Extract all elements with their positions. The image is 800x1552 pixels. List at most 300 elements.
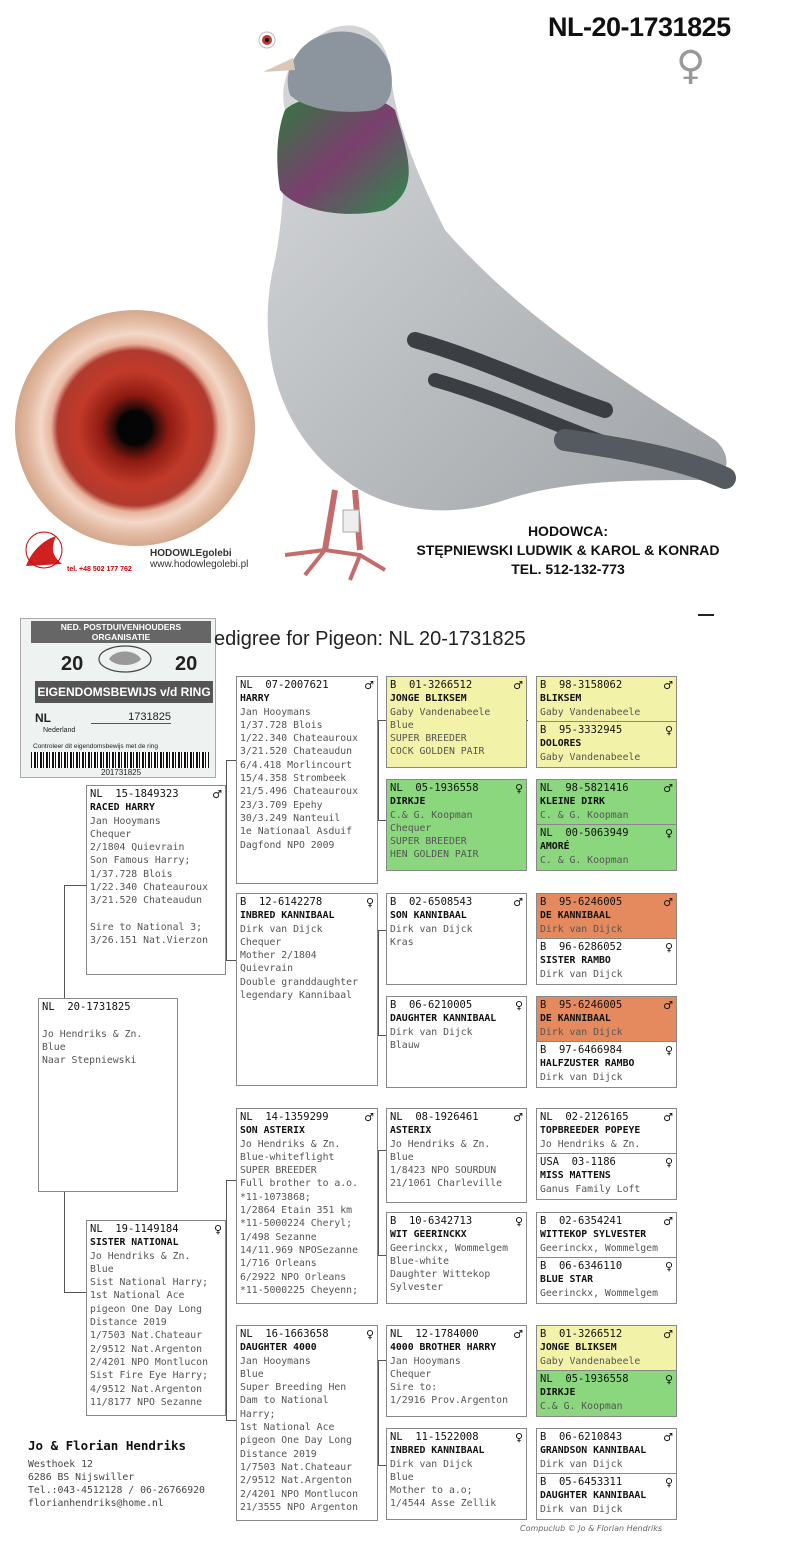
cert-country: NL	[35, 711, 51, 725]
male-icon: ♂	[663, 1328, 673, 1341]
info-line: 2/9512 Nat.Argenton	[90, 1343, 203, 1355]
male-icon: ♂	[663, 1111, 673, 1124]
ring: 97-6466984	[558, 1044, 623, 1056]
info-line: Full brother to a.o.	[240, 1178, 358, 1190]
info-line: 1/498 Sezanne	[240, 1231, 317, 1243]
info-line: Mother to a.o;	[390, 1485, 473, 1497]
g5b[interactable]	[537, 1153, 676, 1198]
pigeon-name: BLIKSEM	[540, 693, 582, 705]
info-line: 1/7503 Nat.Chateaur	[240, 1461, 353, 1473]
g8-box[interactable]	[536, 1428, 677, 1520]
info-line: 15/4.358 Strombeek	[240, 773, 347, 785]
pigeon-main-box[interactable]	[38, 998, 178, 1192]
ring: 06-6346110	[558, 1260, 623, 1272]
country: NL	[390, 1111, 403, 1123]
country: NL	[390, 1328, 403, 1340]
g4-box[interactable]	[536, 996, 677, 1088]
info-line: 21/5.496 Chateauroux	[240, 786, 358, 798]
info-line: 2/4201 NPO Montlucon	[90, 1356, 208, 1368]
info-line: pigeon One Day Long	[240, 1435, 353, 1447]
info-line: C. & G. Koopman	[540, 854, 629, 866]
info-line: Gaby Vandenabeele	[390, 706, 491, 718]
male-icon: ♂	[513, 679, 523, 692]
info-line: 1/7503 Nat.Chateaur	[90, 1330, 203, 1342]
info-line: Geerinckx, Wommelgem	[540, 1242, 658, 1254]
info-line: Dirk van Dijck	[240, 923, 323, 935]
info-line: *11-1073868;	[240, 1191, 311, 1203]
female-icon: ♀	[664, 1260, 673, 1273]
info-line: 21/3555 NPO Argenton	[240, 1501, 358, 1513]
owner-email[interactable]: florianhendriks@home.nl	[28, 1498, 164, 1509]
country: B	[540, 679, 547, 691]
pigeon-name: INBRED KANNIBAAL	[390, 1445, 485, 1457]
female-icon: ♀	[664, 827, 673, 840]
g1b[interactable]	[537, 721, 676, 766]
info-line: Distance 2019	[90, 1317, 167, 1329]
info-line: 1/2916 Prov.Argenton	[390, 1395, 508, 1407]
ring: 95-3332945	[558, 724, 623, 736]
owner-name: Jo & Florian Hendriks	[28, 1438, 187, 1453]
pigeon-name: GRANDSON KANNIBAAL	[540, 1445, 647, 1457]
ring-number-title: NL-20-1731825	[548, 12, 731, 42]
female-icon: ♀	[664, 1373, 673, 1386]
male-icon: ♂	[663, 1431, 673, 1444]
pigeon-name: DAUGHTER KANNIBAAL	[540, 1490, 647, 1502]
info-line: Dirk van Dijck	[390, 1458, 473, 1470]
ring: 95-6246005	[558, 896, 623, 908]
pigeon-name: ASTERIX	[390, 1125, 432, 1137]
info-line: 1/22.340 Chateauroux	[90, 882, 208, 894]
info-line: 1/2864 Etain 351 km	[240, 1205, 353, 1217]
info-line: Jo Hendriks & Zn.	[390, 1138, 491, 1150]
info-line: 1/37.728 Blois	[240, 719, 323, 731]
female-icon: ♀	[664, 1476, 673, 1489]
cert-ring-number: 1731825	[91, 711, 171, 724]
pigeon-name: KLEINE DIRK	[540, 796, 605, 808]
female-icon: ♀	[664, 1156, 673, 1169]
country: NL	[390, 782, 403, 794]
info-line: SUPER BREEDER	[390, 836, 467, 848]
g2b[interactable]	[537, 824, 676, 869]
country: B	[240, 896, 247, 908]
pigeon-name: SON KANNIBAAL	[390, 910, 467, 922]
pedigree-title: edigree for Pigeon: NL 20-1731825	[214, 628, 526, 650]
pigeon-name: INBRED KANNIBAAL	[240, 910, 335, 922]
compuclub-credit: Compuclub © Jo & Florian Hendriks	[520, 1524, 662, 1533]
info-line: Dirk van Dijck	[540, 968, 623, 980]
info-line: Chequer	[240, 936, 282, 948]
sire-box[interactable]	[86, 785, 226, 975]
info-line: Son Famous Harry;	[90, 855, 191, 867]
ssd-box[interactable]	[386, 779, 527, 871]
cert-country-name: Nederland	[43, 727, 76, 734]
owner-phone: Tel.:043-4512128 / 06-26766920	[28, 1485, 205, 1496]
photo-logo	[20, 530, 145, 578]
info-line: Distance 2019	[240, 1448, 317, 1460]
g2a[interactable]	[537, 780, 676, 824]
pigeon-name: JONGE BLIKSEM	[540, 1342, 617, 1354]
female-icon: ♀	[664, 724, 673, 737]
owner-address-2: 6286 BS Nijswiller	[28, 1472, 135, 1483]
pigeon-name: DIRKJE	[540, 1387, 576, 1399]
info-line: Super Breeding Hen	[240, 1382, 347, 1394]
pigeon-name: HALFZUSTER RAMBO	[540, 1058, 635, 1070]
sds-box[interactable]	[386, 893, 527, 985]
barcode-number: 201731825	[101, 768, 142, 777]
female-icon: ♀	[365, 896, 374, 909]
info-line: SUPER BREEDER	[390, 733, 467, 745]
ring: 06-6210005	[408, 999, 473, 1011]
info-line: Chequer	[390, 822, 432, 834]
pigeon-name: WITTEKOP SYLVESTER	[540, 1229, 647, 1241]
country: NL	[42, 1001, 55, 1013]
info-line: Ganus Family Loft	[540, 1183, 641, 1195]
info-line: 21/1061 Charleville	[390, 1178, 503, 1190]
info-line: *11-5000224 Cheryl;	[240, 1218, 353, 1230]
country: NL	[540, 1111, 553, 1123]
ring: 01-3266512	[408, 679, 473, 691]
info-line: 3/21.520 Chateaudun	[90, 895, 203, 907]
g7a[interactable]	[537, 1326, 676, 1370]
female-symbol-icon: ♀	[676, 43, 706, 89]
info-line: Geerinckx, Wommelgem	[540, 1287, 658, 1299]
cert-control-text: Controleer dit eigendomsbewijs met de ring	[33, 743, 159, 750]
ring: 95-6246005	[558, 999, 623, 1011]
g3b[interactable]	[537, 938, 676, 983]
g6a[interactable]	[537, 1213, 676, 1257]
male-icon: ♂	[212, 788, 222, 801]
info-line: 2/9512 Nat.Argenton	[240, 1475, 353, 1487]
pigeon-name: HARRY	[240, 693, 270, 705]
ownership-certificate	[20, 618, 216, 778]
pigeon-name: BLUE STAR	[540, 1274, 594, 1286]
pigeon-name: DIRKJE	[390, 796, 426, 808]
info-line: Jo Hendriks & Zn.	[90, 1250, 191, 1262]
pigeon-name: 4000 BROTHER HARRY	[390, 1342, 497, 1354]
info-line: Blue	[90, 1263, 114, 1275]
pigeon-name: TOPBREEDER POPEYE	[540, 1125, 641, 1137]
info-line: Dirk van Dijck	[540, 1458, 623, 1470]
male-icon: ♂	[663, 782, 673, 795]
female-icon: ♀	[514, 782, 523, 795]
info-line: Blue-white	[390, 1255, 449, 1267]
male-icon: ♂	[513, 1111, 523, 1124]
info-line: Gaby Vandenabeele	[540, 706, 641, 718]
country: B	[540, 999, 547, 1011]
male-icon: ♂	[663, 896, 673, 909]
female-icon: ♀	[213, 1223, 222, 1236]
info-line: C.& G. Koopman	[390, 809, 473, 821]
sire-sire-box[interactable]	[236, 676, 378, 884]
g3a[interactable]	[537, 894, 676, 938]
info-line: 2/4201 NPO Montlucon	[240, 1488, 358, 1500]
info-line: Double granddaughter	[240, 976, 358, 988]
info-line: Sire to:	[390, 1382, 438, 1394]
pigeon-name: DAUGHTER 4000	[240, 1342, 317, 1354]
info-line: legendary Kannibaal	[240, 990, 353, 1002]
ring: 02-2126165	[565, 1111, 629, 1123]
ring: 03-1186	[571, 1156, 616, 1168]
country: B	[540, 1044, 547, 1056]
info-line: Blue	[390, 719, 414, 731]
country: NL	[90, 788, 103, 800]
country: NL	[240, 679, 253, 691]
ring: 98-5821416	[565, 782, 629, 794]
cert-year-right: 20	[175, 653, 198, 675]
g8b[interactable]	[537, 1473, 676, 1518]
g4b[interactable]	[537, 1041, 676, 1086]
info-line: Blue	[42, 1041, 66, 1053]
info-line: Blue	[240, 1368, 264, 1380]
info-line: 1/37.728 Blois	[90, 868, 173, 880]
country: NL	[540, 782, 553, 794]
male-icon: ♂	[364, 1111, 374, 1124]
info-line: *11-5000225 Cheyenn;	[240, 1284, 358, 1296]
info-line: Blue	[390, 1471, 414, 1483]
country: B	[540, 1215, 547, 1227]
pigeon-name: SISTER RAMBO	[540, 955, 611, 967]
country: NL	[390, 1431, 403, 1443]
ring: 10-6342713	[408, 1215, 473, 1227]
info-line: Gaby Vandenabeele	[540, 1355, 641, 1367]
info-line: Mother 2/1804	[240, 950, 317, 962]
pigeon-name: DE KANNIBAAL	[540, 1013, 611, 1025]
info-line: Blue-whiteflight	[240, 1151, 335, 1163]
country: NL	[240, 1328, 253, 1340]
info-line: Naar Stepniewski	[42, 1055, 137, 1067]
ring: 08-1926461	[415, 1111, 479, 1123]
info-line	[42, 1014, 174, 1027]
male-icon: ♂	[663, 1215, 673, 1228]
ddd-box[interactable]	[386, 1428, 527, 1520]
country: B	[540, 1260, 547, 1272]
g6-box[interactable]	[536, 1212, 677, 1304]
ring: 19-1149184	[115, 1223, 179, 1235]
info-line: Dirk van Dijck	[540, 923, 623, 935]
female-icon: ♀	[514, 1215, 523, 1228]
g4a[interactable]	[537, 997, 676, 1041]
ring: 00-5063949	[565, 827, 629, 839]
eye-closeup-photo	[15, 310, 255, 546]
female-icon: ♀	[664, 941, 673, 954]
country: B	[540, 941, 547, 953]
cert-title: EIGENDOMSBEWIJS v/d RING	[35, 681, 213, 703]
male-icon: ♂	[364, 679, 374, 692]
info-line: 1/4544 Asse Zellik	[390, 1498, 497, 1510]
ring: 07-2007621	[265, 679, 329, 691]
g5-box[interactable]	[536, 1108, 677, 1200]
info-line: 3/26.151 Nat.Vierzon	[90, 935, 208, 947]
info-line: pigeon One Day Long	[90, 1303, 203, 1315]
pigeon-name: DOLORES	[540, 738, 582, 750]
ring: 12-6142278	[258, 896, 323, 908]
sire-dam-box[interactable]	[236, 893, 378, 1086]
info-line: 23/3.709 Epehy	[240, 799, 323, 811]
ring: 01-3266512	[558, 1328, 623, 1340]
country: NL	[540, 827, 553, 839]
country: USA	[540, 1156, 559, 1168]
info-line: Quievrain	[240, 963, 294, 975]
pigeon-name: AMORÉ	[540, 841, 570, 853]
g8a[interactable]	[537, 1429, 676, 1473]
info-line: Sire to National 3;	[90, 921, 203, 933]
pigeon-name: DE KANNIBAAL	[540, 910, 611, 922]
country: B	[390, 896, 397, 908]
sdd-box[interactable]	[386, 996, 527, 1088]
hodowle-logo	[150, 548, 260, 580]
country: B	[540, 724, 547, 736]
barcode	[31, 752, 209, 768]
info-line: Sist National Harry;	[90, 1277, 208, 1289]
logo-site-url[interactable]: www.hodowlegolebi.pl	[150, 559, 249, 570]
info-line: Blue	[390, 1151, 414, 1163]
g5a[interactable]	[537, 1109, 676, 1153]
dss-box[interactable]	[386, 1108, 527, 1203]
info-line: Jo Hendriks & Zn.	[42, 1028, 143, 1040]
breeder-block	[400, 522, 736, 579]
info-line: Dam to National	[240, 1395, 329, 1407]
dam-sire-box[interactable]	[236, 1108, 378, 1304]
g7b[interactable]	[537, 1370, 676, 1416]
ring: 12-1784000	[415, 1328, 479, 1340]
logo-site-name: HODOWLEgolebi	[150, 548, 232, 559]
g7-box[interactable]	[536, 1325, 677, 1417]
male-icon: ♂	[513, 1328, 523, 1341]
divider	[698, 614, 714, 616]
female-icon: ♀	[514, 999, 523, 1012]
ring: 05-1936558	[565, 1373, 629, 1385]
ring: 02-6508543	[408, 896, 473, 908]
pigeon-name: DAUGHTER KANNIBAAL	[390, 1013, 497, 1025]
pigeon-name: RACED HARRY	[90, 802, 155, 814]
info-line: Jan Hooymans	[240, 1355, 311, 1367]
country: B	[390, 999, 397, 1011]
breeder-name: STĘPNIEWSKI LUDWIK & KAROL & KONRAD	[416, 542, 720, 558]
country: B	[540, 1476, 547, 1488]
info-line: 2/1804 Quievrain	[90, 842, 185, 854]
info-line: Kras	[390, 936, 414, 948]
pigeon-name: WIT GEERINCKX	[390, 1229, 467, 1241]
country: NL	[90, 1223, 103, 1235]
info-line: Jan Hooymans	[90, 815, 161, 827]
info-line: Harry;	[240, 1408, 276, 1420]
female-icon: ♀	[664, 1044, 673, 1057]
pigeon-name: MISS MATTENS	[540, 1170, 611, 1182]
info-line: Dirk van Dijck	[540, 1071, 623, 1083]
info-line: 1st National Ace	[240, 1422, 335, 1434]
info-line: Dirk van Dijck	[390, 1026, 473, 1038]
info-line: 6/2922 NPO Orleans	[240, 1271, 347, 1283]
dam-box[interactable]	[86, 1220, 226, 1416]
country: B	[540, 1431, 547, 1443]
crest-icon	[95, 643, 155, 675]
info-line: 4/9512 Nat.Argenton	[90, 1383, 203, 1395]
info-line: 1/716 Orleans	[240, 1258, 317, 1270]
pigeon-photo	[185, 10, 745, 590]
info-line: Jo Hendriks & Zn.	[540, 1138, 641, 1150]
dsd-box[interactable]	[386, 1212, 527, 1304]
info-line: Blauw	[390, 1039, 420, 1051]
ring: 98-3158062	[558, 679, 623, 691]
ring: 06-6210843	[558, 1431, 623, 1443]
ring: 11-1522008	[415, 1431, 479, 1443]
info-line: Gaby Vandenabeele	[540, 751, 641, 763]
info-line: Jan Hooymans	[390, 1355, 461, 1367]
logo-phone: tel. +48 502 177 762	[67, 566, 132, 573]
pigeon-name: JONGE BLIKSEM	[390, 693, 467, 705]
info-line: C. & G. Koopman	[540, 809, 629, 821]
ring: 14-1359299	[265, 1111, 329, 1123]
ring: 16-1663658	[265, 1328, 329, 1340]
g1a[interactable]	[537, 677, 676, 721]
male-icon: ♂	[663, 679, 673, 692]
info-line: C.& G. Koopman	[540, 1400, 623, 1412]
g2-box[interactable]	[536, 779, 677, 871]
info-line: 14/11.969 NPOSezanne	[240, 1244, 358, 1256]
country: B	[540, 1328, 547, 1340]
ring: 02-6354241	[558, 1215, 623, 1227]
info-line: Sist Fire Eye Harry;	[90, 1370, 208, 1382]
info-line: 30/3.249 Nanteuil	[240, 812, 341, 824]
country: B	[390, 679, 397, 691]
country: NL	[240, 1111, 253, 1123]
pigeon-name: SON ASTERIX	[240, 1125, 305, 1137]
cert-org: NED. POSTDUIVENHOUDERS ORGANISATIE	[31, 621, 211, 643]
info-line: 3/21.520 Chateaudun	[240, 746, 353, 758]
info-line: Dirk van Dijck	[540, 1026, 623, 1038]
owner-address-1: Westhoek 12	[28, 1459, 93, 1470]
breeder-phone: TEL. 512-132-773	[511, 561, 625, 577]
country: B	[390, 1215, 397, 1227]
info-line: 1e Nationaal Asduif	[240, 826, 353, 838]
info-line	[90, 908, 222, 921]
cert-year-left: 20	[61, 653, 84, 675]
info-line: 1st National Ace	[90, 1290, 185, 1302]
info-line: Dagfond NPO 2009	[240, 839, 335, 851]
breeder-label: HODOWCA:	[527, 523, 609, 539]
ring: 96-6286052	[558, 941, 623, 953]
country: B	[540, 896, 547, 908]
info-line: Daughter Wittekop	[390, 1269, 491, 1281]
g6b[interactable]	[537, 1257, 676, 1302]
g1-box[interactable]	[536, 676, 677, 768]
info-line: 1/22.340 Chateauroux	[240, 733, 358, 745]
info-line: 11/8177 NPO Sezanne	[90, 1396, 203, 1408]
dam-dam-box[interactable]	[236, 1325, 378, 1521]
info-line: Jo Hendriks & Zn.	[240, 1138, 341, 1150]
info-line: Dirk van Dijck	[540, 1503, 623, 1515]
ring: 20-1731825	[67, 1001, 131, 1013]
info-line: HEN GOLDEN PAIR	[390, 849, 479, 861]
info-line: Chequer	[90, 828, 132, 840]
ring: 05-6453311	[558, 1476, 623, 1488]
dds-box[interactable]	[386, 1325, 527, 1417]
male-icon: ♂	[513, 896, 523, 909]
g3-box[interactable]	[536, 893, 677, 985]
info-line: 6/4.418 Morlincourt	[240, 759, 353, 771]
female-icon: ♀	[514, 1431, 523, 1444]
info-line: Geerinckx, Wommelgem	[390, 1242, 508, 1254]
info-line: Dirk van Dijck	[390, 923, 473, 935]
info-line: Jan Hooymans	[240, 706, 311, 718]
info-line: Sylvester	[390, 1282, 444, 1294]
sss-box[interactable]	[386, 676, 527, 768]
ring: 15-1849323	[115, 788, 179, 800]
country: NL	[540, 1373, 553, 1385]
info-line: Chequer	[390, 1368, 432, 1380]
info-line: COCK GOLDEN PAIR	[390, 746, 485, 758]
pigeon-logo-icon	[22, 530, 67, 572]
